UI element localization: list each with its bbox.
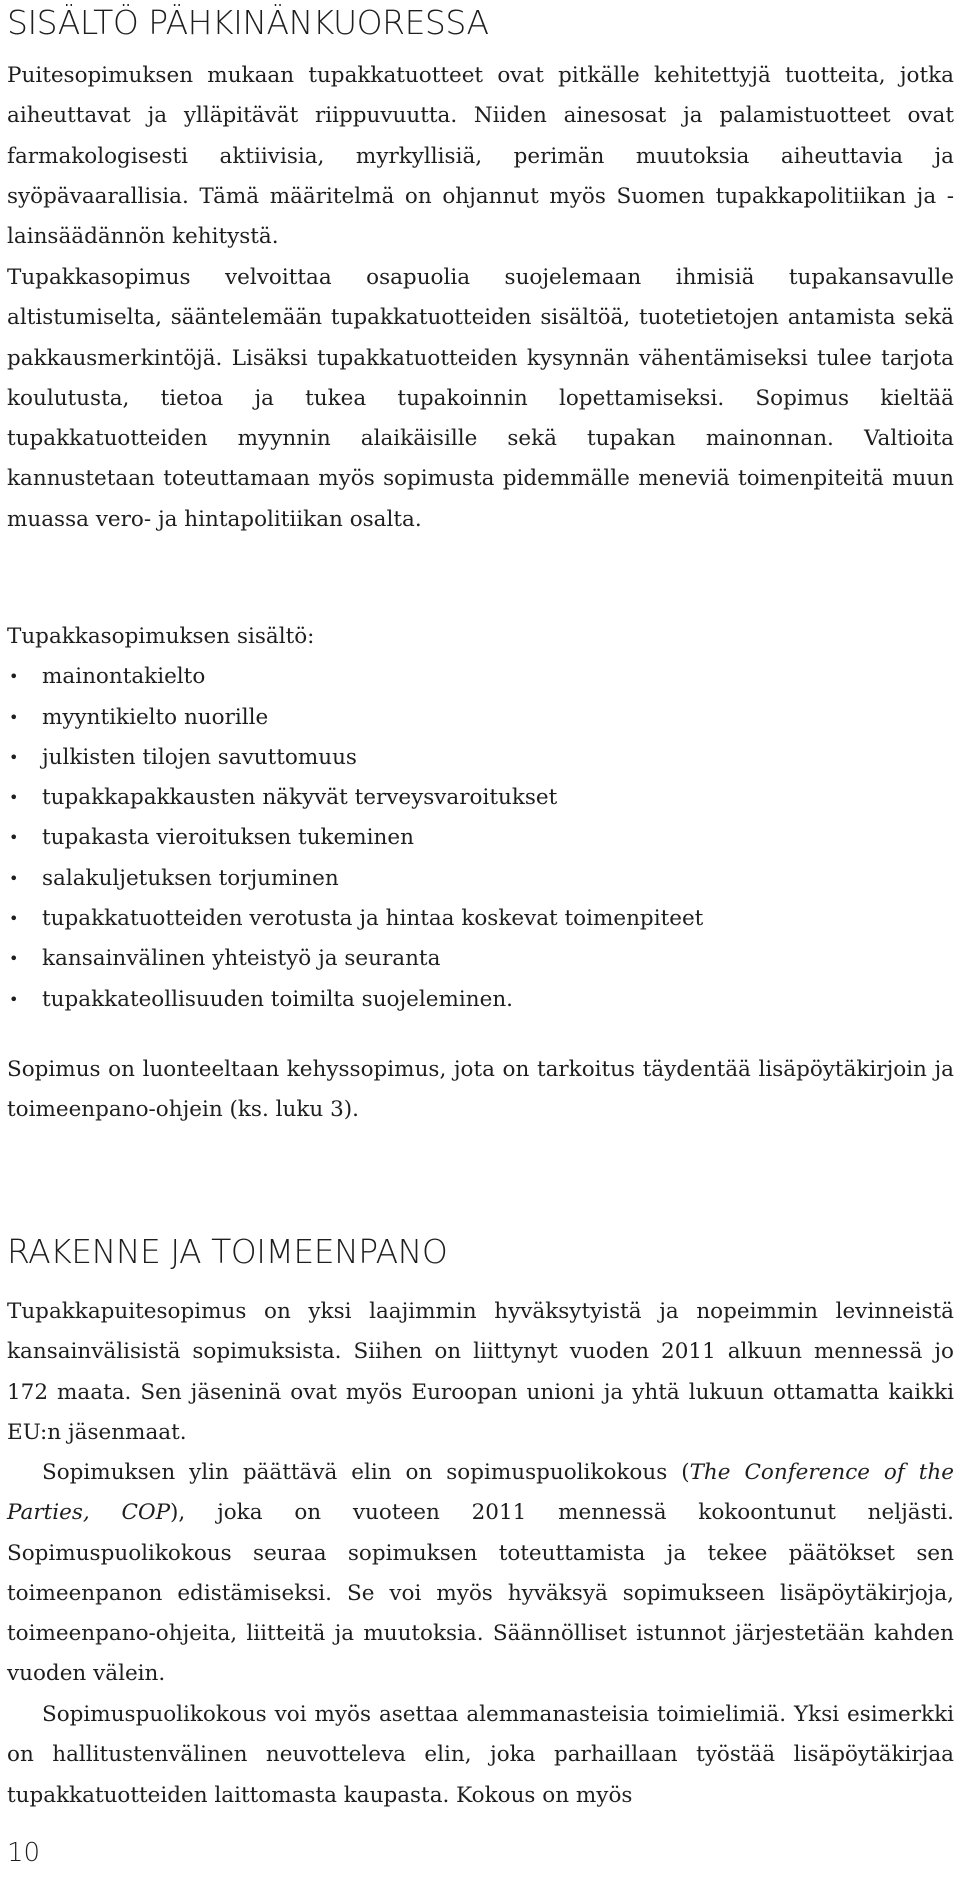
section-heading-structure: RAKENNE JA TOIMEENPANO: [7, 1232, 448, 1271]
paragraph-obligations: Tupakkasopimus velvoittaa osapuolia suojelemaan ihmisiä tupakansavulle altistumiselta, sääntelemään tupakkatuotteiden sisältöä, tuotetietojen antamista sekä pakkausmerkintöjä. Lisäksi tupakkatuotteiden kysynnän vähentämiseksi tulee tarjota koulutusta, tietoa ja tukea tupakoinnin lopettamiseksi. Sopimus kieltää tupakkatuotteiden myynnin alaikäisille sekä tupakan mainonnan. Valtioita kannustetaan toteuttamaan myös sopimusta pidemmälle meneviä toimenpiteitä muun muassa vero- ja hintapolitiikan osalta.: [7, 265, 954, 532]
contents-list: [7, 657, 954, 1020]
paragraph-cop-italic: The Conference of the Parties, COP: [7, 1460, 954, 1526]
list-item: [7, 980, 954, 1020]
paragraph-subsidiary-bodies: Sopimuspuolikokous voi myös asettaa alemmanasteisia toimielimiä. Yksi esimerkki on hallitustenvälinen neuvotteleva elin, joka parhaillaan työstää lisäpöytäkirjaa tupakkatuotteiden laittomasta kaupasta. Kokous on myös: [7, 1702, 954, 1808]
contents-list-block: [7, 617, 954, 1020]
list-item-text: kansainvälinen yhteistyö ja seuranta: [42, 946, 441, 972]
list-item: [7, 698, 954, 738]
list-item-text: tupakkateollisuuden toimilta suojeleminen.: [42, 986, 513, 1012]
list-item: [7, 657, 954, 697]
bullet-icon: •: [9, 747, 19, 767]
list-item: [7, 939, 954, 979]
bullet-icon: •: [9, 949, 19, 969]
list-item-text: salakuljetuksen torjuminen: [42, 865, 339, 891]
bullet-icon: •: [9, 828, 19, 848]
paragraph-cop-start: Sopimuksen ylin päättävä elin on sopimuspuolikokous (: [42, 1460, 690, 1485]
bullet-icon: •: [9, 667, 19, 687]
bullet-icon: •: [9, 788, 19, 808]
bullet-icon: •: [9, 868, 19, 888]
list-item-text: mainontakielto: [42, 664, 206, 690]
paragraph-framework: Sopimus on luonteeltaan kehyssopimus, jota on tarkoitus täydentää lisäpöytäkirjoin ja toimeenpano-ohjein (ks. luku 3).: [7, 1057, 954, 1123]
page-number: 10: [7, 1838, 41, 1868]
list-item: [7, 859, 954, 899]
list-intro: Tupakkasopimuksen sisältö:: [7, 624, 315, 649]
list-item: [7, 899, 954, 939]
paragraph-cop: [7, 1453, 954, 1695]
bullet-icon: •: [9, 909, 19, 929]
list-item: [7, 778, 954, 818]
paragraph-cop-end: ), joka on vuoteen 2011 mennessä kokoontunut neljästi. Sopimuspuolikokous seuraa sopimuksen toteuttamista ja tekee päätökset sen toimeenpanon edistämiseksi. Se voi myös hyväksyä sopimukseen lisäpöytäkirjoja, toimeenpano-ohjeita, liitteitä ja muutoksia. Säännölliset istunnot järjestetään kahden vuoden välein.: [7, 1500, 954, 1687]
list-item-text: tupakkatuotteiden verotusta ja hintaa koskevat toimenpiteet: [42, 906, 704, 932]
list-item-text: tupakkapakkausten näkyvät terveysvaroitukset: [42, 785, 558, 811]
list-item: [7, 818, 954, 858]
bullet-icon: •: [9, 707, 19, 727]
paragraph-adoption: Tupakkapuitesopimus on yksi laajimmin hyväksytyistä ja nopeimmin levinneistä kansainvälisistä sopimuksista. Siihen on liittynyt vuoden 2011 alkuun mennessä jo 172 maata. Sen jäseninä ovat myös Euroopan unioni ja yhtä lukuun ottamatta kaikki EU:n jäsenmaat.: [7, 1299, 954, 1445]
list-item: [7, 738, 954, 778]
bullet-icon: •: [9, 989, 19, 1009]
paragraph-definition: Puitesopimuksen mukaan tupakkatuotteet ovat pitkälle kehitettyjä tuotteita, jotka aiheuttavat ja ylläpitävät riippuvuutta. Niiden ainesosat ja palamistuotteet ovat farmakologisesti aktiivisia, myrkyllisiä, perimän muutoksia aiheuttavia ja syöpävaarallisia. Tämä määritelmä on ohjannut myös Suomen tupakkapolitiikan ja -lainsäädännön kehitystä.: [7, 63, 954, 250]
list-item-text: tupakasta vieroituksen tukeminen: [42, 825, 414, 851]
section-heading-summary: SISÄLTÖ PÄHKINÄNKUORESSA: [7, 3, 489, 42]
list-item-text: julkisten tilojen savuttomuus: [42, 744, 357, 770]
list-item-text: myyntikielto nuorille: [42, 704, 269, 730]
